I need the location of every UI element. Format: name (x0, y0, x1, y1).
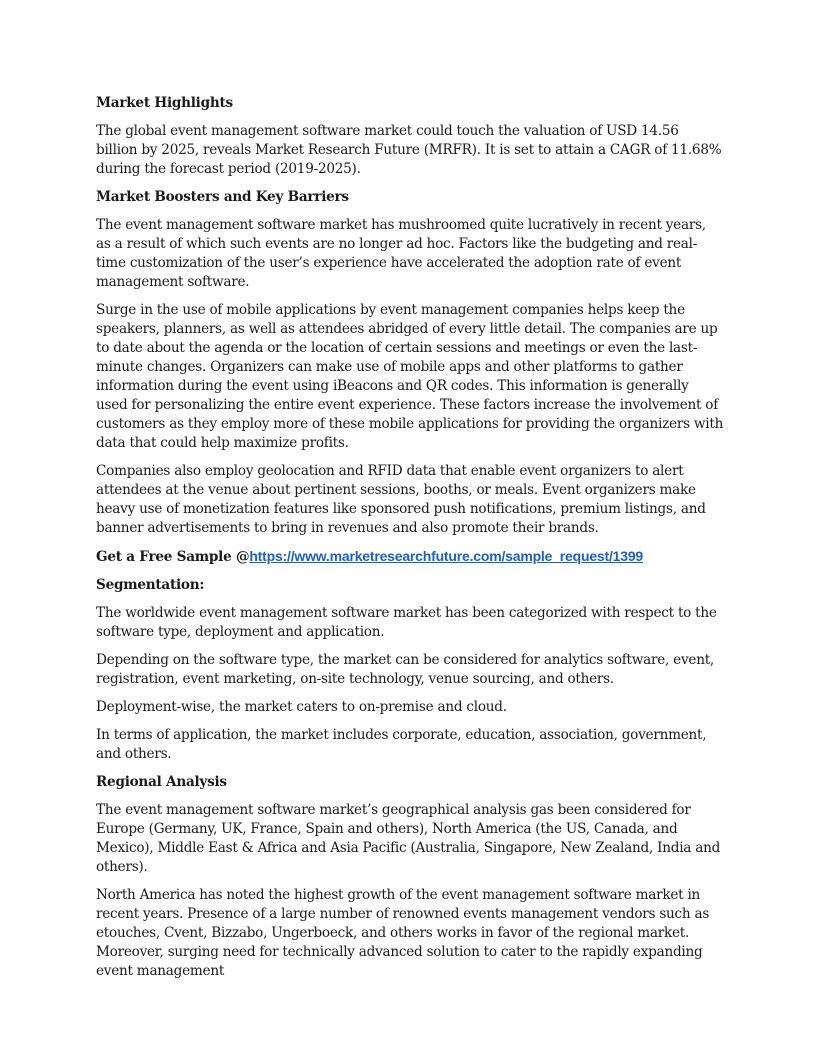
heading-segmentation: Segmentation: (96, 577, 205, 593)
paragraph-application: In terms of application, the market includes corporate, education, association, government, and others. (96, 727, 707, 762)
paragraph-software-type: Depending on the software type, the market can be considered for analytics software, event, registration, event marketing, on-site technology, venue sourcing, and others. (96, 652, 714, 687)
paragraph-north-america: North America has noted the highest growth of the event management software market in recent years. Presence of a large number of renowned events management vendors such as etouches, Cvent, Bizzabo, Ungerboeck, and others works in favor of the regional market. Moreover, surging need for technically advanced solution to cater to the rapidly expanding event management (96, 887, 710, 979)
paragraph-market-growth: The event management software market has mushroomed quite lucratively in recent years, as a result of which such events are no longer ad hoc. Factors like the budgeting and real-time customization of the user’s experience have accelerated the adoption rate of event management software. (96, 217, 706, 290)
heading-market-boosters: Market Boosters and Key Barriers (96, 189, 349, 205)
heading-market-highlights: Market Highlights (96, 95, 233, 111)
paragraph-deployment: Deployment-wise, the market caters to on-premise and cloud. (96, 699, 507, 715)
free-sample-line (96, 547, 724, 567)
paragraph-regions: The event management software market’s geographical analysis gas been considered for Europe (Germany, UK, France, Spain and others), North America (the US, Canada, and Mexico), Middle East & Africa and Asia Pacific (Australia, Singapore, New Zealand, India and others). (96, 802, 721, 875)
free-sample-link[interactable]: https://www.marketresearchfuture.com/sample_request/1399 (249, 548, 643, 564)
paragraph-market-valuation: The global event management software market could touch the valuation of USD 14.56 billion by 2025, reveals Market Research Future (MRFR). It is set to attain a CAGR of 11.68% during the forecast period (2019-2025). (96, 123, 722, 177)
document-page (96, 94, 724, 990)
free-sample-label: Get a Free Sample @ (96, 549, 250, 565)
paragraph-geolocation-rfid: Companies also employ geolocation and RFID data that enable event organizers to alert attendees at the venue about pertinent sessions, booths, or meals. Event organizers make heavy use of monetization features like sponsored push notifications, premium listings, and banner advertisements to bring in revenues and also promote their brands. (96, 463, 706, 536)
paragraph-mobile-applications: Surge in the use of mobile applications by event management companies helps keep the speakers, planners, as well as attendees abridged of every little detail. The companies are up to date about the agenda or the location of certain sessions and meetings or even the last-minute changes. Organizers can make use of mobile apps and other platforms to gather information during the event using iBeacons and QR codes. This information is generally used for personalizing the entire event experience. These factors increase the involvement of customers as they employ more of these mobile applications for providing the organizers with data that could help maximize profits. (96, 302, 724, 451)
paragraph-segmentation-overview: The worldwide event management software market has been categorized with respect to the software type, deployment and application. (96, 605, 717, 640)
heading-regional-analysis: Regional Analysis (96, 774, 227, 790)
